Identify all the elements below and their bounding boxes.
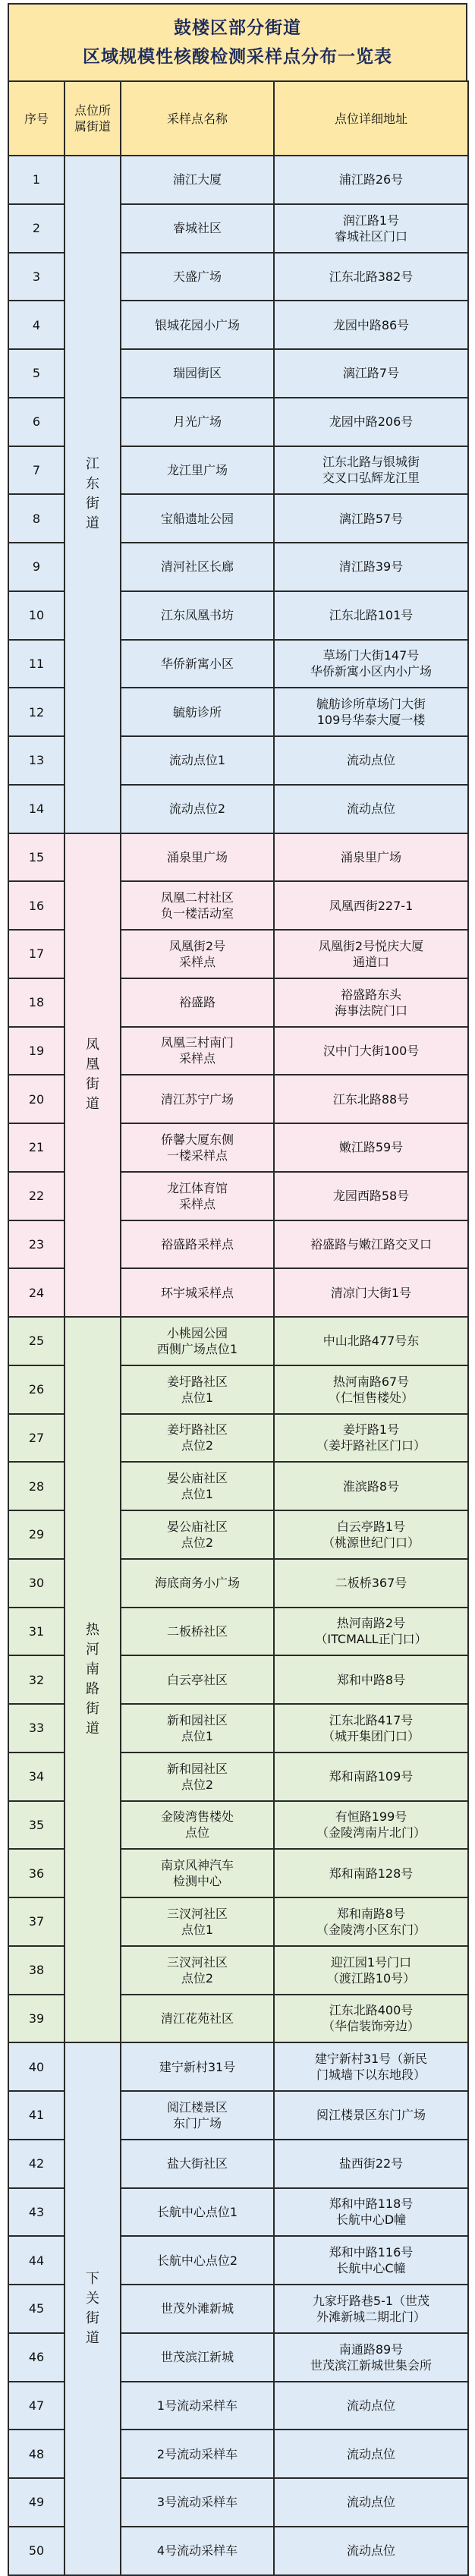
row-number: 18 [8, 978, 64, 1027]
row-number: 14 [8, 785, 64, 833]
row-number: 33 [8, 1704, 64, 1752]
row-number: 44 [8, 2236, 64, 2285]
site-name: 建宁新村31号 [121, 2042, 274, 2091]
site-address: 郑和中路8号 [274, 1655, 468, 1704]
site-address: 郑和中路118号 长航中心D幢 [274, 2188, 468, 2237]
row-number: 47 [8, 2382, 64, 2430]
site-name: 华侨新寓小区 [121, 640, 274, 688]
site-address: 浦江路26号 [274, 156, 468, 204]
site-address: 江东北路88号 [274, 1075, 468, 1123]
row-number: 45 [8, 2285, 64, 2333]
site-address: 流动点位 [274, 2382, 468, 2430]
row-number: 5 [8, 349, 64, 398]
site-address: 凤凰街2号悦庆大厦 通道口 [274, 930, 468, 978]
site-name: 清江花苑社区 [121, 1995, 274, 2043]
site-name: 月光广场 [121, 398, 274, 446]
site-name: 三汊河社区 点位2 [121, 1946, 274, 1995]
row-number: 50 [8, 2527, 64, 2575]
site-name: 瑞园街区 [121, 349, 274, 398]
site-name: 海底商务小广场 [121, 1559, 274, 1608]
site-name: 白云亭社区 [121, 1655, 274, 1704]
site-name: 阅江楼景区 东门广场 [121, 2091, 274, 2140]
site-name: 晏公庙社区 点位1 [121, 1462, 274, 1510]
site-address: 流动点位 [274, 2478, 468, 2527]
site-name: 长航中心点位2 [121, 2236, 274, 2285]
site-name: 清江苏宁广场 [121, 1075, 274, 1123]
site-address: 裕盛路与嫩江路交叉口 [274, 1220, 468, 1269]
row-number: 12 [8, 688, 64, 736]
row-number: 41 [8, 2091, 64, 2140]
site-address: 南通路89号 世茂滨江新城世集会所 [274, 2333, 468, 2382]
sheet-title [8, 3, 467, 80]
site-name: 宝船遗址公园 [121, 494, 274, 543]
site-name: 3号流动采样车 [121, 2478, 274, 2527]
row-number: 3 [8, 253, 64, 301]
site-address: 润江路1号 睿城社区门口 [274, 204, 468, 253]
row-number: 32 [8, 1655, 64, 1704]
site-name: 4号流动采样车 [121, 2527, 274, 2575]
site-address: 流动点位 [274, 736, 468, 785]
site-address: 郑和中路116号 长航中心C幢 [274, 2236, 468, 2285]
street-name: 热河南路街道 [64, 1317, 121, 2042]
site-address: 白云亭路1号 （桃源世纪门口） [274, 1510, 468, 1559]
row-number: 20 [8, 1075, 64, 1123]
row-number: 43 [8, 2188, 64, 2237]
site-name: 晏公庙社区 点位2 [121, 1510, 274, 1559]
site-name: 凤凰街2号 采样点 [121, 930, 274, 978]
row-number: 21 [8, 1123, 64, 1172]
site-name: 盐大街社区 [121, 2140, 274, 2188]
site-name: 凤凰三村南门 采样点 [121, 1027, 274, 1075]
site-address: 郑和南路109号 [274, 1752, 468, 1801]
site-address: 热河南路67号 （仁恒售楼处） [274, 1365, 468, 1414]
site-name: 2号流动采样车 [121, 2430, 274, 2478]
site-name: 二板桥社区 [121, 1608, 274, 1656]
site-address: 建宁新村31号（新民 门城墙下以东地段） [274, 2042, 468, 2091]
site-address: 裕盛路东头 海事法院门口 [274, 978, 468, 1027]
row-number: 40 [8, 2042, 64, 2091]
site-address: 郑和南路128号 [274, 1849, 468, 1897]
site-name: 江东凤凰书坊 [121, 591, 274, 640]
site-name: 流动点位1 [121, 736, 274, 785]
row-number: 23 [8, 1220, 64, 1269]
row-number: 1 [8, 156, 64, 204]
street-name: 下关街道 [64, 2042, 121, 2574]
site-address: 毓舫诊所草场门大街 109号华泰大厦一楼 [274, 688, 468, 736]
table-row [8, 2042, 468, 2091]
row-number: 2 [8, 204, 64, 253]
site-address: 姜圩路1号 （姜圩路社区门口） [274, 1414, 468, 1463]
site-name: 三汊河社区 点位1 [121, 1897, 274, 1946]
site-name: 浦江大厦 [121, 156, 274, 204]
site-address: 阅江楼景区东门广场 [274, 2091, 468, 2140]
title-line-2: 区域规模性核酸检测采样点分布一览表 [83, 47, 392, 67]
site-name: 侨馨大厦东侧 一楼采样点 [121, 1123, 274, 1172]
site-name: 银城花园小广场 [121, 301, 274, 349]
site-name: 姜圩路社区 点位1 [121, 1365, 274, 1414]
row-number: 19 [8, 1027, 64, 1075]
site-name: 新和园社区 点位2 [121, 1752, 274, 1801]
row-number: 37 [8, 1897, 64, 1946]
header-row [8, 81, 468, 156]
row-number: 28 [8, 1462, 64, 1510]
row-number: 17 [8, 930, 64, 978]
site-name: 流动点位2 [121, 785, 274, 833]
row-number: 27 [8, 1414, 64, 1463]
table-row [8, 833, 468, 882]
row-number: 16 [8, 881, 64, 930]
site-address: 清江路39号 [274, 543, 468, 591]
site-name: 龙江里广场 [121, 446, 274, 495]
row-number: 7 [8, 446, 64, 495]
site-address: 淮滨路8号 [274, 1462, 468, 1510]
site-address: 漓江路7号 [274, 349, 468, 398]
site-address: 盐西街22号 [274, 2140, 468, 2188]
site-name: 金陵湾售楼处 点位 [121, 1801, 274, 1850]
site-address: 江东北路与银城街 交叉口弘辉龙江里 [274, 446, 468, 495]
site-address: 凤凰西街227-1 [274, 881, 468, 930]
site-address: 流动点位 [274, 785, 468, 833]
site-address: 龙园西路58号 [274, 1172, 468, 1220]
title-line-1: 鼓楼区部分街道 [174, 18, 301, 38]
row-number: 42 [8, 2140, 64, 2188]
row-number: 10 [8, 591, 64, 640]
row-number: 22 [8, 1172, 64, 1220]
site-address: 流动点位 [274, 2527, 468, 2575]
row-number: 24 [8, 1268, 64, 1317]
site-address: 汉中门大街100号 [274, 1027, 468, 1075]
row-number: 30 [8, 1559, 64, 1608]
site-name: 南京风神汽车 检测中心 [121, 1849, 274, 1897]
site-address: 江东北路101号 [274, 591, 468, 640]
site-address: 九家圩路巷5-1（世茂 外滩新城二期北门） [274, 2285, 468, 2333]
row-number: 36 [8, 1849, 64, 1897]
site-address: 中山北路477号东 [274, 1317, 468, 1365]
site-name: 龙江体育馆 采样点 [121, 1172, 274, 1220]
row-number: 39 [8, 1995, 64, 2043]
street-name: 凤凰街道 [64, 833, 121, 1318]
site-name: 环宇城采样点 [121, 1268, 274, 1317]
site-name: 裕盛路采样点 [121, 1220, 274, 1269]
site-address: 二板桥367号 [274, 1559, 468, 1608]
site-address: 有恒路199号 （金陵湾南片北门） [274, 1801, 468, 1850]
site-name: 新和园社区 点位1 [121, 1704, 274, 1752]
site-name: 小桃园公园 西侧广场点位1 [121, 1317, 274, 1365]
header-no: 序号 [8, 81, 64, 156]
row-number: 4 [8, 301, 64, 349]
site-name: 涌泉里广场 [121, 833, 274, 882]
table-row [8, 1317, 468, 1365]
row-number: 25 [8, 1317, 64, 1365]
sites-table [8, 80, 469, 2576]
site-address: 涌泉里广场 [274, 833, 468, 882]
site-name: 毓舫诊所 [121, 688, 274, 736]
site-name: 清河社区长廊 [121, 543, 274, 591]
site-address: 嫩江路59号 [274, 1123, 468, 1172]
row-number: 38 [8, 1946, 64, 1995]
row-number: 26 [8, 1365, 64, 1414]
site-name: 姜圩路社区 点位2 [121, 1414, 274, 1463]
row-number: 8 [8, 494, 64, 543]
site-address: 草场门大街147号 华侨新寓小区内小广场 [274, 640, 468, 688]
site-address: 流动点位 [274, 2430, 468, 2478]
row-number: 35 [8, 1801, 64, 1850]
header-street: 点位所属街道 [64, 81, 121, 156]
site-name: 世茂外滩新城 [121, 2285, 274, 2333]
site-name: 睿城社区 [121, 204, 274, 253]
row-number: 13 [8, 736, 64, 785]
site-address: 热河南路2号 （ITCMALL正门口） [274, 1608, 468, 1656]
row-number: 31 [8, 1608, 64, 1656]
site-name: 世茂滨江新城 [121, 2333, 274, 2382]
row-number: 34 [8, 1752, 64, 1801]
site-address: 龙园中路206号 [274, 398, 468, 446]
table-row [8, 156, 468, 204]
site-name: 长航中心点位1 [121, 2188, 274, 2237]
row-number: 15 [8, 833, 64, 882]
site-address: 江东北路382号 [274, 253, 468, 301]
site-address: 漓江路57号 [274, 494, 468, 543]
site-address: 江东北路400号 （华信装饰旁边） [274, 1995, 468, 2043]
header-address: 点位详细地址 [274, 81, 468, 156]
site-name: 1号流动采样车 [121, 2382, 274, 2430]
site-name: 凤凰二村社区 负一楼活动室 [121, 881, 274, 930]
row-number: 11 [8, 640, 64, 688]
header-name: 采样点名称 [121, 81, 274, 156]
row-number: 49 [8, 2478, 64, 2527]
row-number: 48 [8, 2430, 64, 2478]
site-address: 郑和南路8号 （金陵湾小区东门） [274, 1897, 468, 1946]
site-address: 龙园中路86号 [274, 301, 468, 349]
row-number: 6 [8, 398, 64, 446]
row-number: 9 [8, 543, 64, 591]
street-name: 江东街道 [64, 156, 121, 833]
site-address: 清凉门大街1号 [274, 1268, 468, 1317]
site-name: 天盛广场 [121, 253, 274, 301]
table-body [8, 156, 468, 2575]
site-name: 裕盛路 [121, 978, 274, 1027]
site-address: 迎江园1号门口 （渡江路10号） [274, 1946, 468, 1995]
row-number: 29 [8, 1510, 64, 1559]
site-address: 江东北路417号 （城开集团门口） [274, 1704, 468, 1752]
row-number: 46 [8, 2333, 64, 2382]
testing-sites-sheet [8, 3, 467, 2559]
